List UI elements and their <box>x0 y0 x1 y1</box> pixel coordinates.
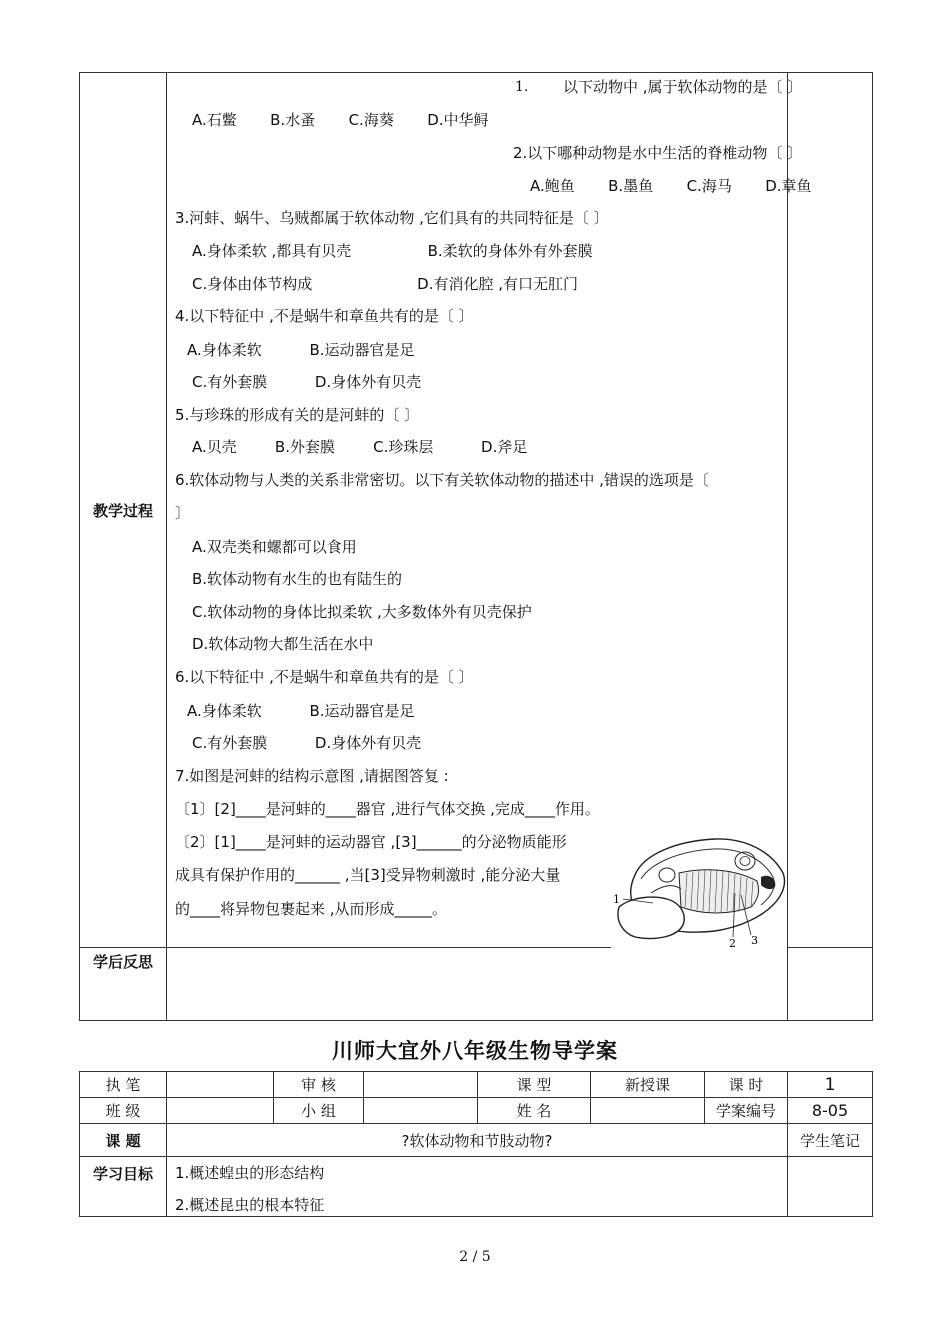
q6a-option-c: C.软体动物的身体比拟柔软 ,大多数体外有贝壳保护 <box>192 603 532 621</box>
number-label: 学案编号 <box>705 1098 788 1124</box>
info-table <box>79 1071 873 1217</box>
topic-label: 课 题 <box>80 1124 167 1157</box>
q5-text: 5.与珍珠的形成有关的是河蚌的〔 〕 <box>175 406 420 424</box>
reflection-notes <box>788 948 873 1021</box>
goals-label: 学习目标 <box>80 1157 167 1217</box>
q1-text: 以下动物中 ,属于软体动物的是〔 〕 <box>563 78 803 96</box>
goals-notes <box>788 1157 873 1217</box>
name-label: 姓 名 <box>478 1098 591 1124</box>
q2-options: A.鲍鱼 B.墨鱼 C.海马 D.章鱼 <box>530 177 812 195</box>
q6b-options-ab: A.身体柔软 B.运动器官是足 <box>187 702 415 720</box>
goals-area <box>167 1157 788 1217</box>
name-value <box>591 1098 705 1124</box>
notes-column <box>788 73 873 948</box>
type-value: 新授课 <box>591 1072 705 1098</box>
q3-text: 3.河蚌、蜗牛、乌贼都属于软体动物 ,它们具有的共同特征是〔 〕 <box>175 209 609 227</box>
class-label: 班 级 <box>80 1098 167 1124</box>
type-label: 课 型 <box>478 1072 591 1098</box>
q6a-option-a: A.双壳类和螺都可以食用 <box>192 538 357 556</box>
hours-value: 1 <box>788 1072 873 1098</box>
writer-label: 执 笔 <box>80 1072 167 1098</box>
diagram-label-1: 1 <box>613 893 620 906</box>
writer-value <box>167 1072 274 1098</box>
process-label: 教学过程 <box>80 73 167 948</box>
q6a-option-b: B.软体动物有水生的也有陆生的 <box>192 570 403 588</box>
class-value <box>167 1098 274 1124</box>
q6b-text: 6.以下特征中 ,不是蜗牛和章鱼共有的是〔 〕 <box>175 668 474 686</box>
group-value <box>364 1098 478 1124</box>
q6b-options-cd: C.有外套膜 D.身体外有贝壳 <box>192 734 422 752</box>
q1-number: 1. <box>515 79 529 95</box>
q2-text: 2.以下哪种动物是水中生活的脊椎动物〔 〕 <box>513 144 803 162</box>
mussel-structure-diagram <box>611 833 787 948</box>
reviewer-value <box>364 1072 478 1098</box>
diagram-label-2: 2 <box>729 937 736 948</box>
q4-text: 4.以下特征中 ,不是蜗牛和章鱼共有的是〔 〕 <box>175 307 474 325</box>
reflection-label: 学后反思 <box>80 948 167 1021</box>
document-title: 川师大宜外八年级生物导学案 <box>332 1039 618 1063</box>
reflection-area <box>167 948 788 1021</box>
q4-options-ab: A.身体柔软 B.运动器官是足 <box>187 341 415 359</box>
q3-options-cd: C.身体由体节构成 D.有消化腔 ,有口无肛门 <box>192 275 578 293</box>
q7-part2b: 成具有保护作用的______ ,当[3]受异物刺激时 ,能分泌大量 <box>175 866 561 884</box>
q3-options-ab: A.身体柔软 ,都具有贝壳 B.柔软的身体外有外套膜 <box>192 242 593 260</box>
reviewer-label: 审 核 <box>274 1072 364 1098</box>
topic-value: ?软体动物和节肢动物? <box>167 1124 788 1157</box>
q7-part2c: 的____将异物包裹起来 ,从而形成_____。 <box>175 900 448 918</box>
q7-text: 7.如图是河蚌的结构示意图 ,请据图答复 : <box>175 767 449 785</box>
notes-label: 学生笔记 <box>788 1124 873 1157</box>
q6a-text: 6.软体动物与人类的关系非常密切。以下有关软体动物的描述中 ,错误的选项是〔 <box>175 471 709 489</box>
hours-label: 课 时 <box>705 1072 788 1098</box>
q7-part1: 〔1〕[2]____是河蚌的____器官 ,进行气体交换 ,完成____作用。 <box>175 800 600 818</box>
q7-part2a: 〔2〕[1]____是河蚌的运动器官 ,[3]______的分泌物质能形 <box>175 833 567 851</box>
group-label: 小 组 <box>274 1098 364 1124</box>
q5-options: A.贝壳 B.外套膜 C.珍珠层 D.斧足 <box>192 438 528 456</box>
q1-options: A.石鳖 B.水蚤 C.海葵 D.中华鲟 <box>192 111 489 129</box>
q6a-option-d: D.软体动物大都生活在水中 <box>192 635 374 653</box>
page-number: 2 / 5 <box>459 1249 491 1265</box>
q4-options-cd: C.有外套膜 D.身体外有贝壳 <box>192 373 422 391</box>
number-value: 8-05 <box>788 1098 873 1124</box>
goal-item: 2.概述昆虫的根本特征 <box>175 1196 325 1214</box>
diagram-label-3: 3 <box>751 934 758 947</box>
q6a-text-cont: 〕 <box>175 504 191 522</box>
question-area <box>167 73 812 948</box>
goal-item: 1.概述蝗虫的形态结构 <box>175 1164 325 1182</box>
